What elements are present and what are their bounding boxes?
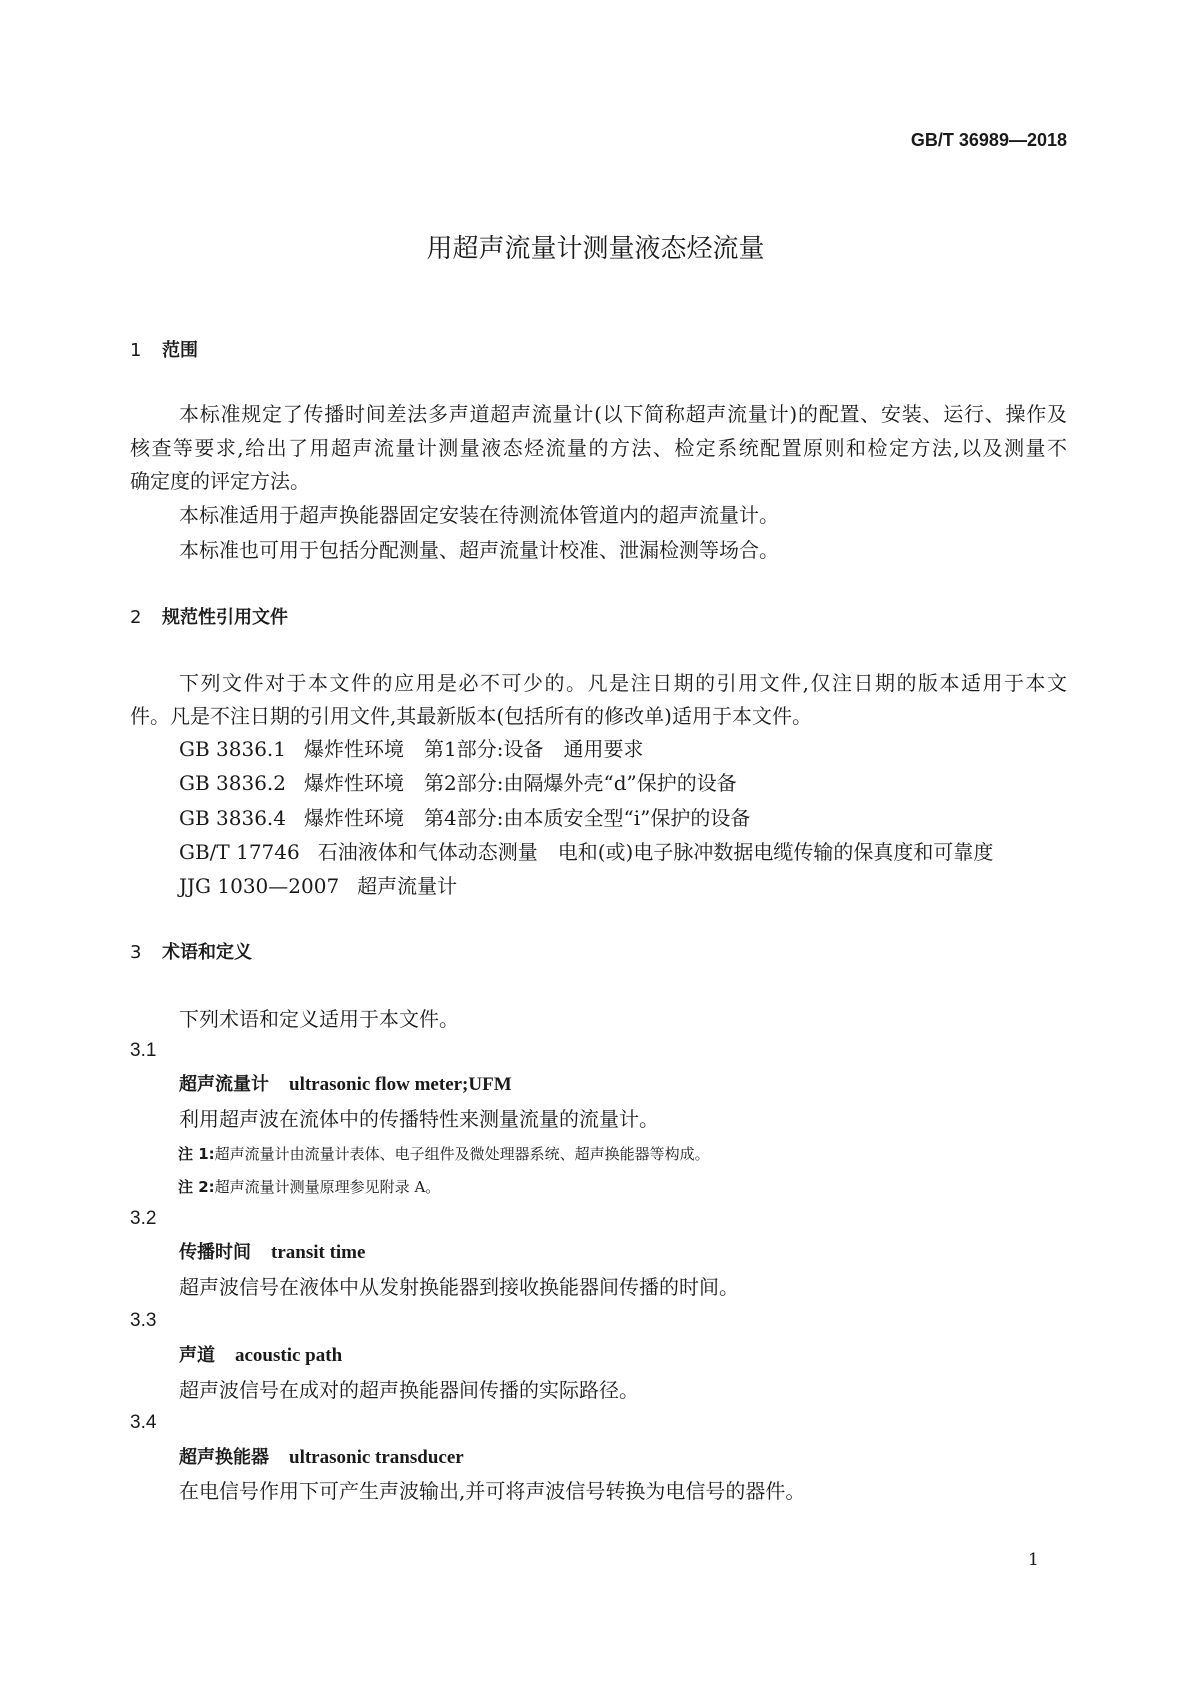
note-text: 超声流量计测量原理参见附录 A。 <box>214 1178 441 1196</box>
section-title: 范围 <box>162 340 198 361</box>
reference-title: 超声流量计 <box>357 874 458 898</box>
reference-item <box>179 874 475 898</box>
term-zh: 超声流量计 <box>179 1074 269 1095</box>
reference-title: 爆炸性环境 第4部分:由本质安全型“i”保护的设备 <box>304 806 751 830</box>
term-definition: 超声波信号在成对的超声换能器间传播的实际路径。 <box>179 1378 639 1402</box>
term-heading <box>179 1344 342 1368</box>
section-number: 2 <box>130 607 142 628</box>
note-text: 超声流量计由流量计表体、电子组件及微处理器系统、超声换能器等构成。 <box>214 1145 710 1163</box>
paragraph-line: 确定度的评定方法。 <box>130 469 310 493</box>
section-title: 术语和定义 <box>162 942 252 963</box>
section-number: 3 <box>130 942 142 963</box>
term-en: acoustic path <box>235 1345 343 1366</box>
reference-code: GB 3836.2 <box>179 771 287 795</box>
section-2-heading <box>130 606 288 630</box>
term-heading <box>179 1446 464 1470</box>
note-label: 注 2: <box>178 1178 215 1196</box>
reference-item <box>179 737 661 761</box>
term-zh: 声道 <box>179 1345 215 1366</box>
paragraph-line: 核查等要求,给出了用超声流量计测量液态烃流量的方法、检定系统配置原则和检定方法,以及测量不 <box>130 436 1067 460</box>
term-definition: 利用超声波在流体中的传播特性来测量流量的流量计。 <box>179 1107 659 1131</box>
reference-code: GB/T 17746 <box>179 840 300 864</box>
term-heading <box>179 1241 365 1265</box>
standard-code: GB/T 36989—2018 <box>910 130 1067 150</box>
term-zh: 传播时间 <box>179 1242 251 1263</box>
term-zh: 超声换能器 <box>179 1447 269 1468</box>
paragraph-line: 下列文件对于本文件的应用是必不可少的。凡是注日期的引用文件,仅注日期的版本适用于本文 <box>179 671 1067 695</box>
term-en: ultrasonic transducer <box>289 1447 464 1468</box>
term-definition: 在电信号作用下可产生声波输出,并可将声波信号转换为电信号的器件。 <box>179 1479 806 1503</box>
reference-code: GB 3836.4 <box>179 806 287 830</box>
reference-code: GB 3836.1 <box>179 737 287 761</box>
section-3-heading <box>130 941 252 965</box>
section-title: 规范性引用文件 <box>162 607 288 628</box>
reference-item <box>179 771 755 795</box>
reference-item <box>179 840 1011 864</box>
paragraph-line: 本标准规定了传播时间差法多声道超声流量计(以下简称超声流量计)的配置、安装、运行、操作及 <box>179 402 1067 426</box>
note-label: 注 1: <box>178 1145 215 1163</box>
reference-title: 爆炸性环境 第1部分:设备 通用要求 <box>304 737 644 761</box>
reference-title: 爆炸性环境 第2部分:由隔爆外壳“d”保护的设备 <box>304 771 737 795</box>
term-number: 3.3 <box>130 1310 157 1331</box>
paragraph-line: 本标准适用于超声换能器固定安装在待测流体管道内的超声流量计。 <box>179 503 779 527</box>
page-number: 1 <box>1028 1550 1039 1570</box>
paragraph-line: 下列术语和定义适用于本文件。 <box>179 1007 459 1031</box>
reference-code: JJG 1030—2007 <box>179 874 340 898</box>
reference-title: 石油液体和气体动态测量 电和(或)电子脉冲数据电缆传输的保真度和可靠度 <box>317 840 994 864</box>
note <box>178 1142 710 1166</box>
term-number: 3.1 <box>130 1040 157 1061</box>
reference-item <box>179 806 768 830</box>
term-en: ultrasonic flow meter;UFM <box>289 1074 512 1095</box>
term-heading <box>179 1073 512 1097</box>
page-title: 用超声流量计测量液态烃流量 <box>426 234 765 264</box>
paragraph-line: 件。凡是不注日期的引用文件,其最新版本(包括所有的修改单)适用于本文件。 <box>130 704 812 728</box>
note <box>178 1175 440 1199</box>
term-definition: 超声波信号在液体中从发射换能器到接收换能器间传播的时间。 <box>179 1275 739 1299</box>
term-number: 3.2 <box>130 1208 157 1229</box>
section-1-heading <box>130 339 198 363</box>
section-number: 1 <box>130 340 142 361</box>
term-en: transit time <box>271 1242 366 1263</box>
term-number: 3.4 <box>130 1412 157 1433</box>
paragraph-line: 本标准也可用于包括分配测量、超声流量计校准、泄漏检测等场合。 <box>179 538 779 562</box>
